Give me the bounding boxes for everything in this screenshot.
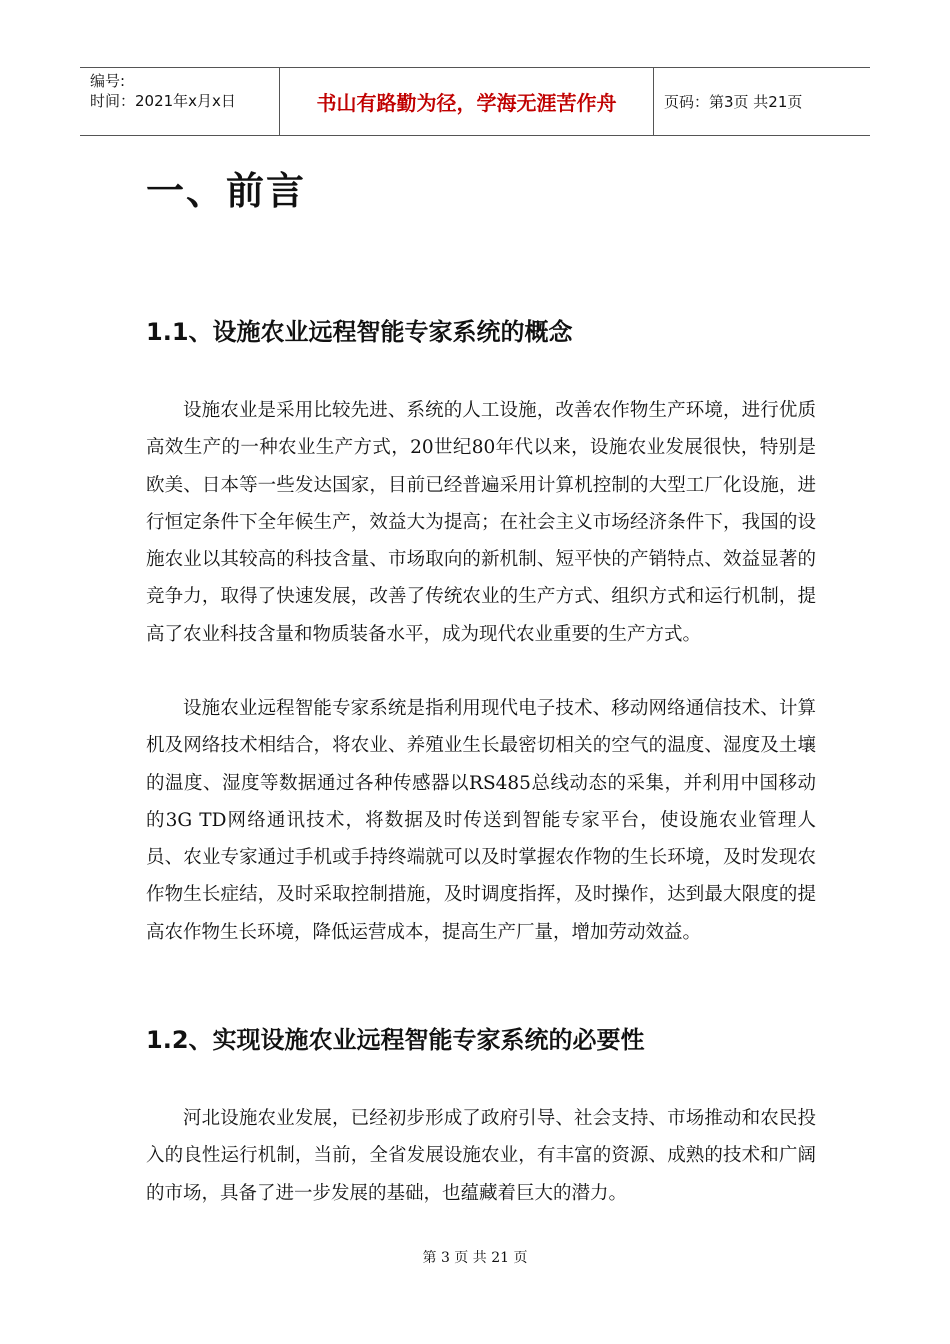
header-meta [80,68,280,135]
body-paragraph: 设施农业是采用比较先进、系统的人工设施，改善农作物生产环境，进行优质高效生产的一种农业生产方式，20世纪80年代以来，设施农业发展很快，特别是欧美、日本等一些发达国家，目前已经普遍采用计算机控制的大型工厂化设施，进行恒定条件下全年候生产，效益大为提高；在社会主义市场经济条件下，我国的设施农业以其较高的科技含量、市场取向的新机制、短平快的产销特点、效益显著的竞争力，取得了快速发展，改善了传统农业的生产方式、组织方式和运行机制，提高了农业科技含量和物质装备水平，成为现代农业重要的生产方式。 [146,400,816,645]
chapter-title: 一、前言 [146,169,307,213]
section-heading: 1.1、设施农业远程智能专家系统的概念 [146,318,573,346]
page-footer: 第 3 页 共 21 页 [422,1250,528,1266]
header-page-info: 页码：第3页 共21页 [664,93,803,111]
page-header [80,67,870,136]
header-motto: 书山有路勤为径，学海无涯苦作舟 [280,68,654,135]
body-paragraph: 河北设施农业发展，已经初步形成了政府引导、社会支持、市场推动和农民投入的良性运行机制，当前，全省发展设施农业，有丰富的资源、成熟的技术和广阔的市场，具备了进一步发展的基础，也蕴藏着巨大的潜力。 [146,1108,816,1204]
doc-date-label: 时间：2021年x月x日 [90,92,236,110]
section-heading: 1.2、实现设施农业远程智能专家系统的必要性 [146,1026,645,1054]
doc-number-label: 编号: [90,72,126,90]
body-paragraph: 设施农业远程智能专家系统是指利用现代电子技术、移动网络通信技术、计算机及网络技术相结合，将农业、养殖业生长最密切相关的空气的温度、湿度及土壤的温度、湿度等数据通过各种传感器以RS485总线动态的采集，并利用中国移动的3G TD网络通讯技术，将数据及时传送到智能专家平台，使设施农业管理人员、农业专家通过手机或手持终端就可以及时掌握农作物的生长环境，及时发现农作物生长症结，及时采取控制措施，及时调度指挥，及时操作，达到最大限度的提高农作物生长环境，降低运营成本，提高生产厂量，增加劳动效益。 [146,698,816,943]
